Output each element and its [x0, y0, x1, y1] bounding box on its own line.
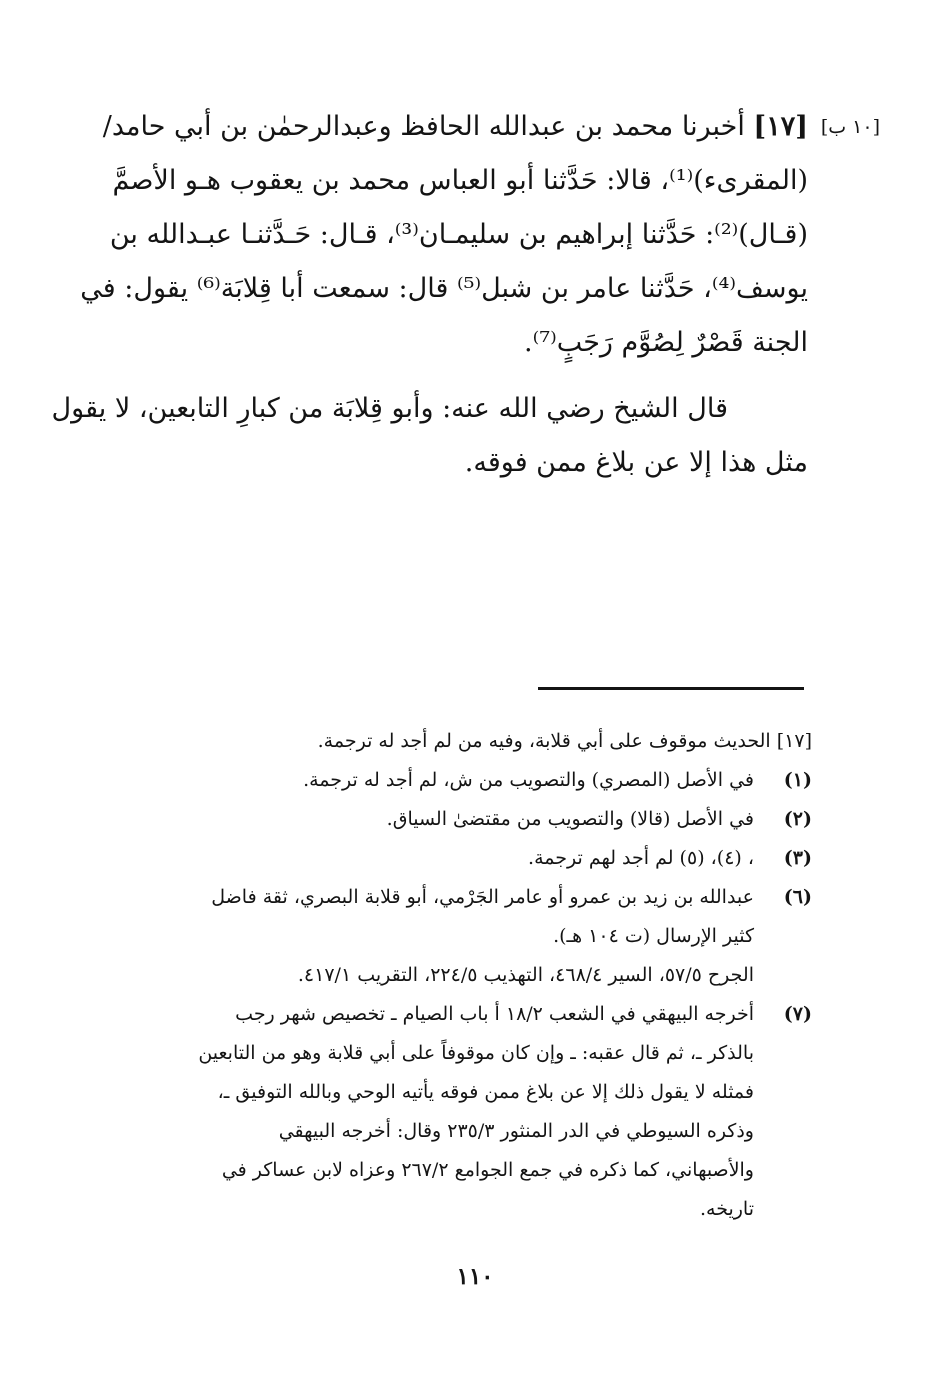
footnote-line: عبدالله بن زيد بن عمرو أو عامر الجَرْمي، أبو قلابة البصري، ثقة فاضل — [211, 886, 754, 908]
footnote-line: أخرجه البيهقي في الشعب ١٨/٢ أ باب الصيام ـ تخصيص شهر رجب — [235, 1003, 754, 1025]
main-line-4 — [80, 262, 880, 316]
footnote-line: الجرح ٥٧/٥، السير ٤٦٨/٤، التهذيب ٢٢٤/٥، التقريب ٤١٧/١. — [297, 964, 754, 986]
main-line-text: يوسف⁽⁴⁾، حَدَّثنا عامر بن شبل⁽⁵⁾ قال: سمعت أبا قِلابَة⁽⁶⁾ يقول: في — [80, 273, 808, 304]
footnote-line: والأصبهاني، كما ذكره في جمع الجوامع ٢٦٧/٢ وعزاه لابن عساكر في — [221, 1159, 754, 1181]
footnote-3 — [100, 839, 812, 878]
main-line-3 — [100, 208, 880, 262]
commentary-line-text: قال الشيخ رضي الله عنه: وأبو قِلابَة من كبارِ التابعين، لا يقول — [51, 393, 728, 424]
footnote-line: بالذكر ـ، ثم قال عقبه: ـ وإن كان موقوفاً على أبي قلابة وهو من التابعين — [198, 1042, 754, 1064]
commentary-line-2 — [100, 436, 880, 490]
main-line-5 — [100, 316, 880, 370]
footnote-line: كثير الإرسال (ت ١٠٤ هـ). — [553, 925, 754, 947]
footnote-number: (٧) — [783, 1003, 812, 1025]
footnote-lead-text: [١٧] الحديث موقوف على أبي قلابة، وفيه من لم أجد له ترجمة. — [317, 730, 812, 752]
main-text — [51, 100, 880, 490]
footnote-number: (٢) — [783, 808, 812, 830]
footnote-line: ، (٤)، (٥) لم أجد لهم ترجمة. — [528, 847, 754, 869]
main-line-text: (المقرىء)⁽¹⁾، قالا: حَدَّثنا أبو العباس محمد بن يعقوب هـو الأصمَّ — [112, 165, 808, 196]
footnote-2 — [100, 800, 812, 839]
main-line-text: (قـال)⁽²⁾: حَدَّثنا إبراهيم بن سليمـان⁽³⁾، قـال: حَـدَّثنـا عبـدالله بن — [109, 219, 808, 250]
footnote-7 — [100, 995, 812, 1229]
page-number: ١١٠ — [456, 1263, 494, 1290]
hadith-number: [١٧] — [753, 111, 808, 142]
footnotes — [100, 722, 812, 1229]
commentary-line-1 — [51, 382, 880, 436]
footnote-number: (٦) — [783, 886, 812, 908]
main-line-text: الجنة قَصْرٌ لِصُوَّم رَجَبٍ⁽⁷⁾. — [524, 327, 808, 358]
footnote-number: (١) — [783, 769, 812, 791]
footnote-1 — [100, 761, 812, 800]
margin-folio-note: [١٠ ب] — [820, 116, 880, 138]
footnote-separator — [538, 687, 804, 690]
main-line-2 — [100, 154, 880, 208]
footnote-number: (٣) — [783, 847, 812, 869]
footnote-6 — [100, 878, 812, 995]
commentary-line-text: مثل هذا إلا عن بلاغ ممن فوقه. — [464, 447, 808, 478]
footnote-line: في الأصل (قالا) والتصويب من مقتضىٰ السياق. — [386, 808, 754, 830]
footnote-line: فمثله لا يقول ذلك إلا عن بلاغ ممن فوقه يأتيه الوحي وبالله التوفيق ـ، — [217, 1081, 754, 1103]
commentary-paragraph — [51, 382, 880, 490]
footnote-line: في الأصل (المصري) والتصويب من ش، لم أجد له ترجمة. — [303, 769, 754, 791]
main-line-1 — [100, 100, 880, 154]
footnote-line: تاريخه. — [699, 1198, 754, 1220]
main-line-text: أخبرنا محمد بن عبدالله الحافظ وعبدالرحمٰن بن أبي حامد/ — [102, 111, 745, 142]
footnote-lead — [100, 722, 812, 761]
footnote-line: وذكره السيوطي في الدر المنثور ٢٣٥/٣ وقال: أخرجه البيهقي — [278, 1120, 754, 1142]
